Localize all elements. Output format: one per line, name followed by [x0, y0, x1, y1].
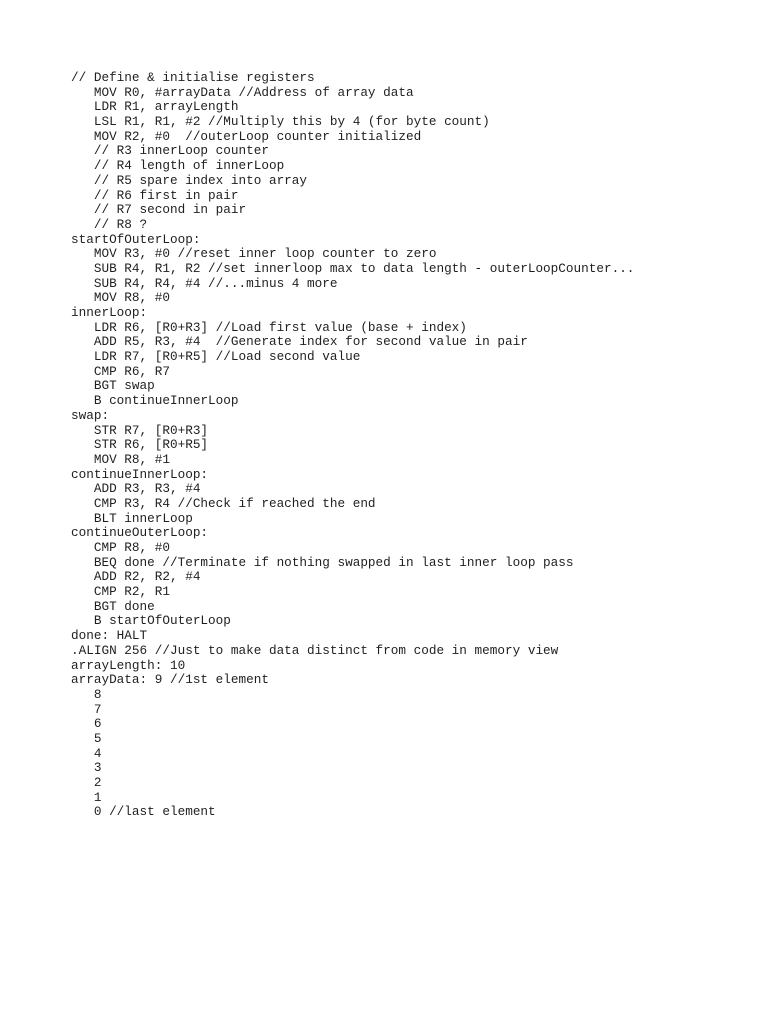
code-line: 5 [71, 730, 102, 746]
code-line: ADD R2, R2, #4 [71, 569, 201, 585]
code-line: BEQ done //Terminate if nothing swapped in last inner loop pass [71, 554, 574, 570]
code-line: STR R7, [R0+R3] [71, 422, 209, 438]
code-line: // R4 length of innerLoop [71, 158, 285, 174]
code-line: // R3 innerLoop counter [71, 143, 269, 159]
code-line: LDR R1, arrayLength [71, 99, 239, 115]
code-line: MOV R3, #0 //reset inner loop counter to zero [71, 246, 437, 262]
code-line: MOV R0, #arrayData //Address of array data [71, 84, 414, 100]
code-line: BGT swap [71, 378, 155, 394]
code-line: done: HALT [71, 628, 148, 644]
code-line: continueInnerLoop: [71, 466, 209, 482]
code-line: // R8 ? [71, 216, 148, 232]
code-line: BLT innerLoop [71, 510, 193, 526]
code-line: 2 [71, 775, 102, 790]
code-line: startOfOuterLoop: [71, 231, 201, 247]
code-line: continueOuterLoop: [71, 525, 209, 541]
code-line: LSL R1, R1, #2 //Multiply this by 4 (for byte count) [71, 114, 490, 130]
code-line: STR R6, [R0+R5] [71, 437, 209, 453]
code-line: 3 [71, 760, 102, 776]
code-listing [71, 71, 634, 820]
code-line: CMP R8, #0 [71, 540, 170, 555]
code-line: 6 [71, 716, 102, 732]
code-line: swap: [71, 407, 110, 423]
code-line: // Define & initialise registers [71, 70, 315, 85]
code-line: MOV R8, #0 [71, 290, 170, 306]
code-line: 4 [71, 745, 102, 761]
code-line: BGT done [71, 598, 155, 614]
code-line: LDR R6, [R0+R3] //Load first value (base + index) [71, 319, 467, 335]
code-line: B startOfOuterLoop [71, 613, 231, 629]
code-line: arrayData: 9 //1st element [71, 672, 269, 688]
code-line: 0 //last element [71, 804, 216, 820]
code-line: SUB R4, R4, #4 //...minus 4 more [71, 275, 338, 291]
code-line: LDR R7, [R0+R5] //Load second value [71, 349, 361, 365]
code-line: // R6 first in pair [71, 187, 239, 203]
code-line: 1 [71, 789, 102, 805]
code-line: CMP R2, R1 [71, 584, 170, 600]
code-line: // R7 second in pair [71, 202, 247, 218]
code-line: ADD R3, R3, #4 [71, 481, 201, 497]
code-line: MOV R8, #1 [71, 451, 170, 467]
code-line: B continueInnerLoop [71, 393, 239, 409]
code-line: CMP R6, R7 [71, 363, 170, 379]
code-line: 8 [71, 686, 102, 702]
code-line: innerLoop: [71, 305, 148, 320]
code-line: 7 [71, 701, 102, 717]
code-line: CMP R3, R4 //Check if reached the end [71, 495, 376, 511]
code-line: MOV R2, #0 //outerLoop counter initialized [71, 128, 422, 144]
code-line: ADD R5, R3, #4 //Generate index for second value in pair [71, 334, 528, 350]
code-line: SUB R4, R1, R2 //set innerloop max to data length - outerLoopCounter... [71, 260, 635, 276]
code-line: .ALIGN 256 //Just to make data distinct from code in memory view [71, 642, 559, 658]
code-line: arrayLength: 10 [71, 657, 186, 673]
code-line: // R5 spare index into array [71, 172, 308, 188]
